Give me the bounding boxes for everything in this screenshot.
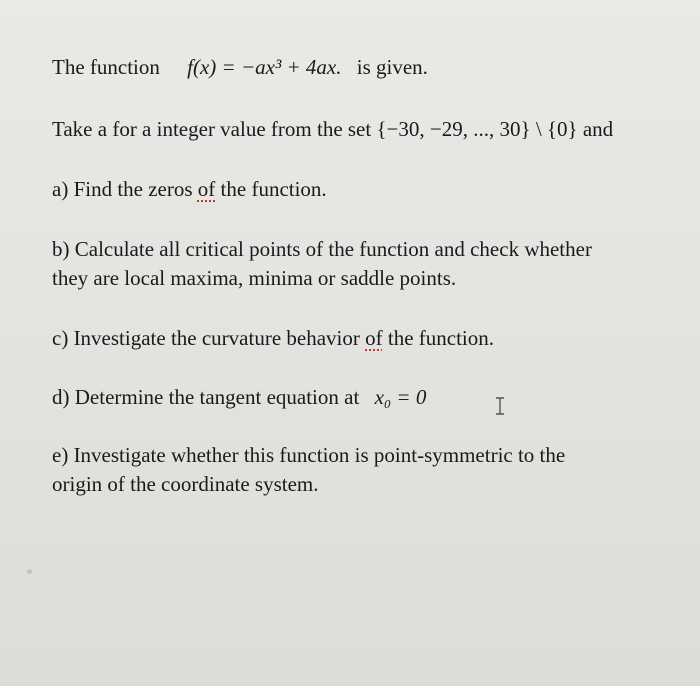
task-c-text-end: the function. bbox=[382, 326, 494, 350]
take-line bbox=[52, 115, 613, 143]
task-b-line2: they are local maxima, minima or saddle points. bbox=[52, 266, 457, 290]
task-b-line1: b) Calculate all critical points of the function and check whether bbox=[52, 237, 592, 261]
task-e-line1: e) Investigate whether this function is point-symmetric to the bbox=[52, 443, 566, 467]
tangent-point-formula: x₀ = 0 bbox=[374, 385, 427, 409]
intro-prefix: The function bbox=[52, 55, 160, 79]
take-set: {−30, −29, ..., 30} \ {0} bbox=[376, 117, 578, 141]
task-e-line2: origin of the coordinate system. bbox=[52, 472, 319, 496]
task-a-text-end: the function. bbox=[215, 177, 327, 201]
task-c bbox=[52, 324, 494, 352]
task-d bbox=[52, 383, 426, 411]
text-cursor-icon bbox=[495, 397, 505, 415]
function-formula: f(x) = −ax³ + 4ax. bbox=[187, 55, 342, 79]
task-d-text: d) Determine the tangent equation at bbox=[52, 385, 360, 409]
dust-speck bbox=[27, 569, 32, 574]
task-c-text: c) Investigate the curvature behavior bbox=[52, 326, 366, 350]
intro-line bbox=[52, 53, 428, 81]
intro-suffix: is given. bbox=[356, 55, 428, 79]
take-suffix: and bbox=[582, 117, 614, 141]
take-text: Take a for a integer value from the set bbox=[52, 117, 372, 141]
spellcheck-mark: of bbox=[365, 326, 383, 350]
task-a-text: a) Find the zeros bbox=[52, 177, 198, 201]
spellcheck-mark: of bbox=[197, 177, 216, 201]
task-a bbox=[52, 175, 327, 203]
